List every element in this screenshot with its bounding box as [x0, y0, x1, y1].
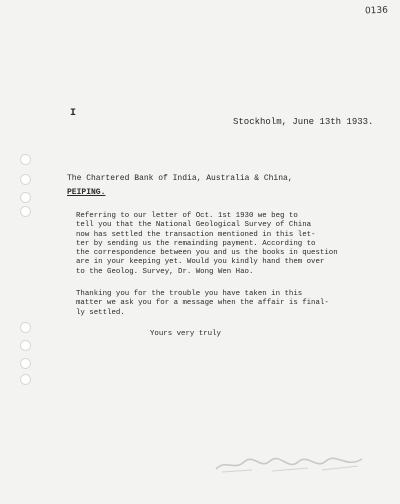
archive-number: 0136	[364, 5, 389, 17]
punch-hole	[20, 206, 31, 217]
punch-hole	[20, 154, 31, 165]
faint-stamp	[212, 453, 366, 475]
document-mark: I	[70, 108, 77, 119]
punch-hole	[20, 322, 31, 333]
punch-hole	[20, 340, 31, 351]
punch-hole	[20, 174, 31, 185]
closing: Yours very truly	[150, 330, 221, 338]
punch-hole	[20, 358, 31, 369]
addressee-block	[67, 172, 293, 200]
addressee-line: The Chartered Bank of India, Australia & China,	[67, 174, 293, 183]
body-paragraph-2: Thanking you for the trouble you have taken in this matter we ask you for a message when the affair is final- ly settled.	[76, 290, 329, 317]
addressee-city: PEIPING.	[67, 188, 106, 197]
punch-hole	[20, 374, 31, 385]
dateline: Stockholm, June 13th 1933.	[233, 117, 374, 127]
punch-hole	[20, 192, 31, 203]
body-paragraph-1: Referring to our letter of Oct. 1st 1930 we beg to tell you that the National Geological Survey of China now has settled the transaction mentioned in this let- ter by sending us the remainding payment. According to the correspondence between you and us the books in question are in your keeping yet. Would you kindly hand them over to the Geolog. Survey, Dr. Wong Wen Hao.	[76, 212, 338, 276]
